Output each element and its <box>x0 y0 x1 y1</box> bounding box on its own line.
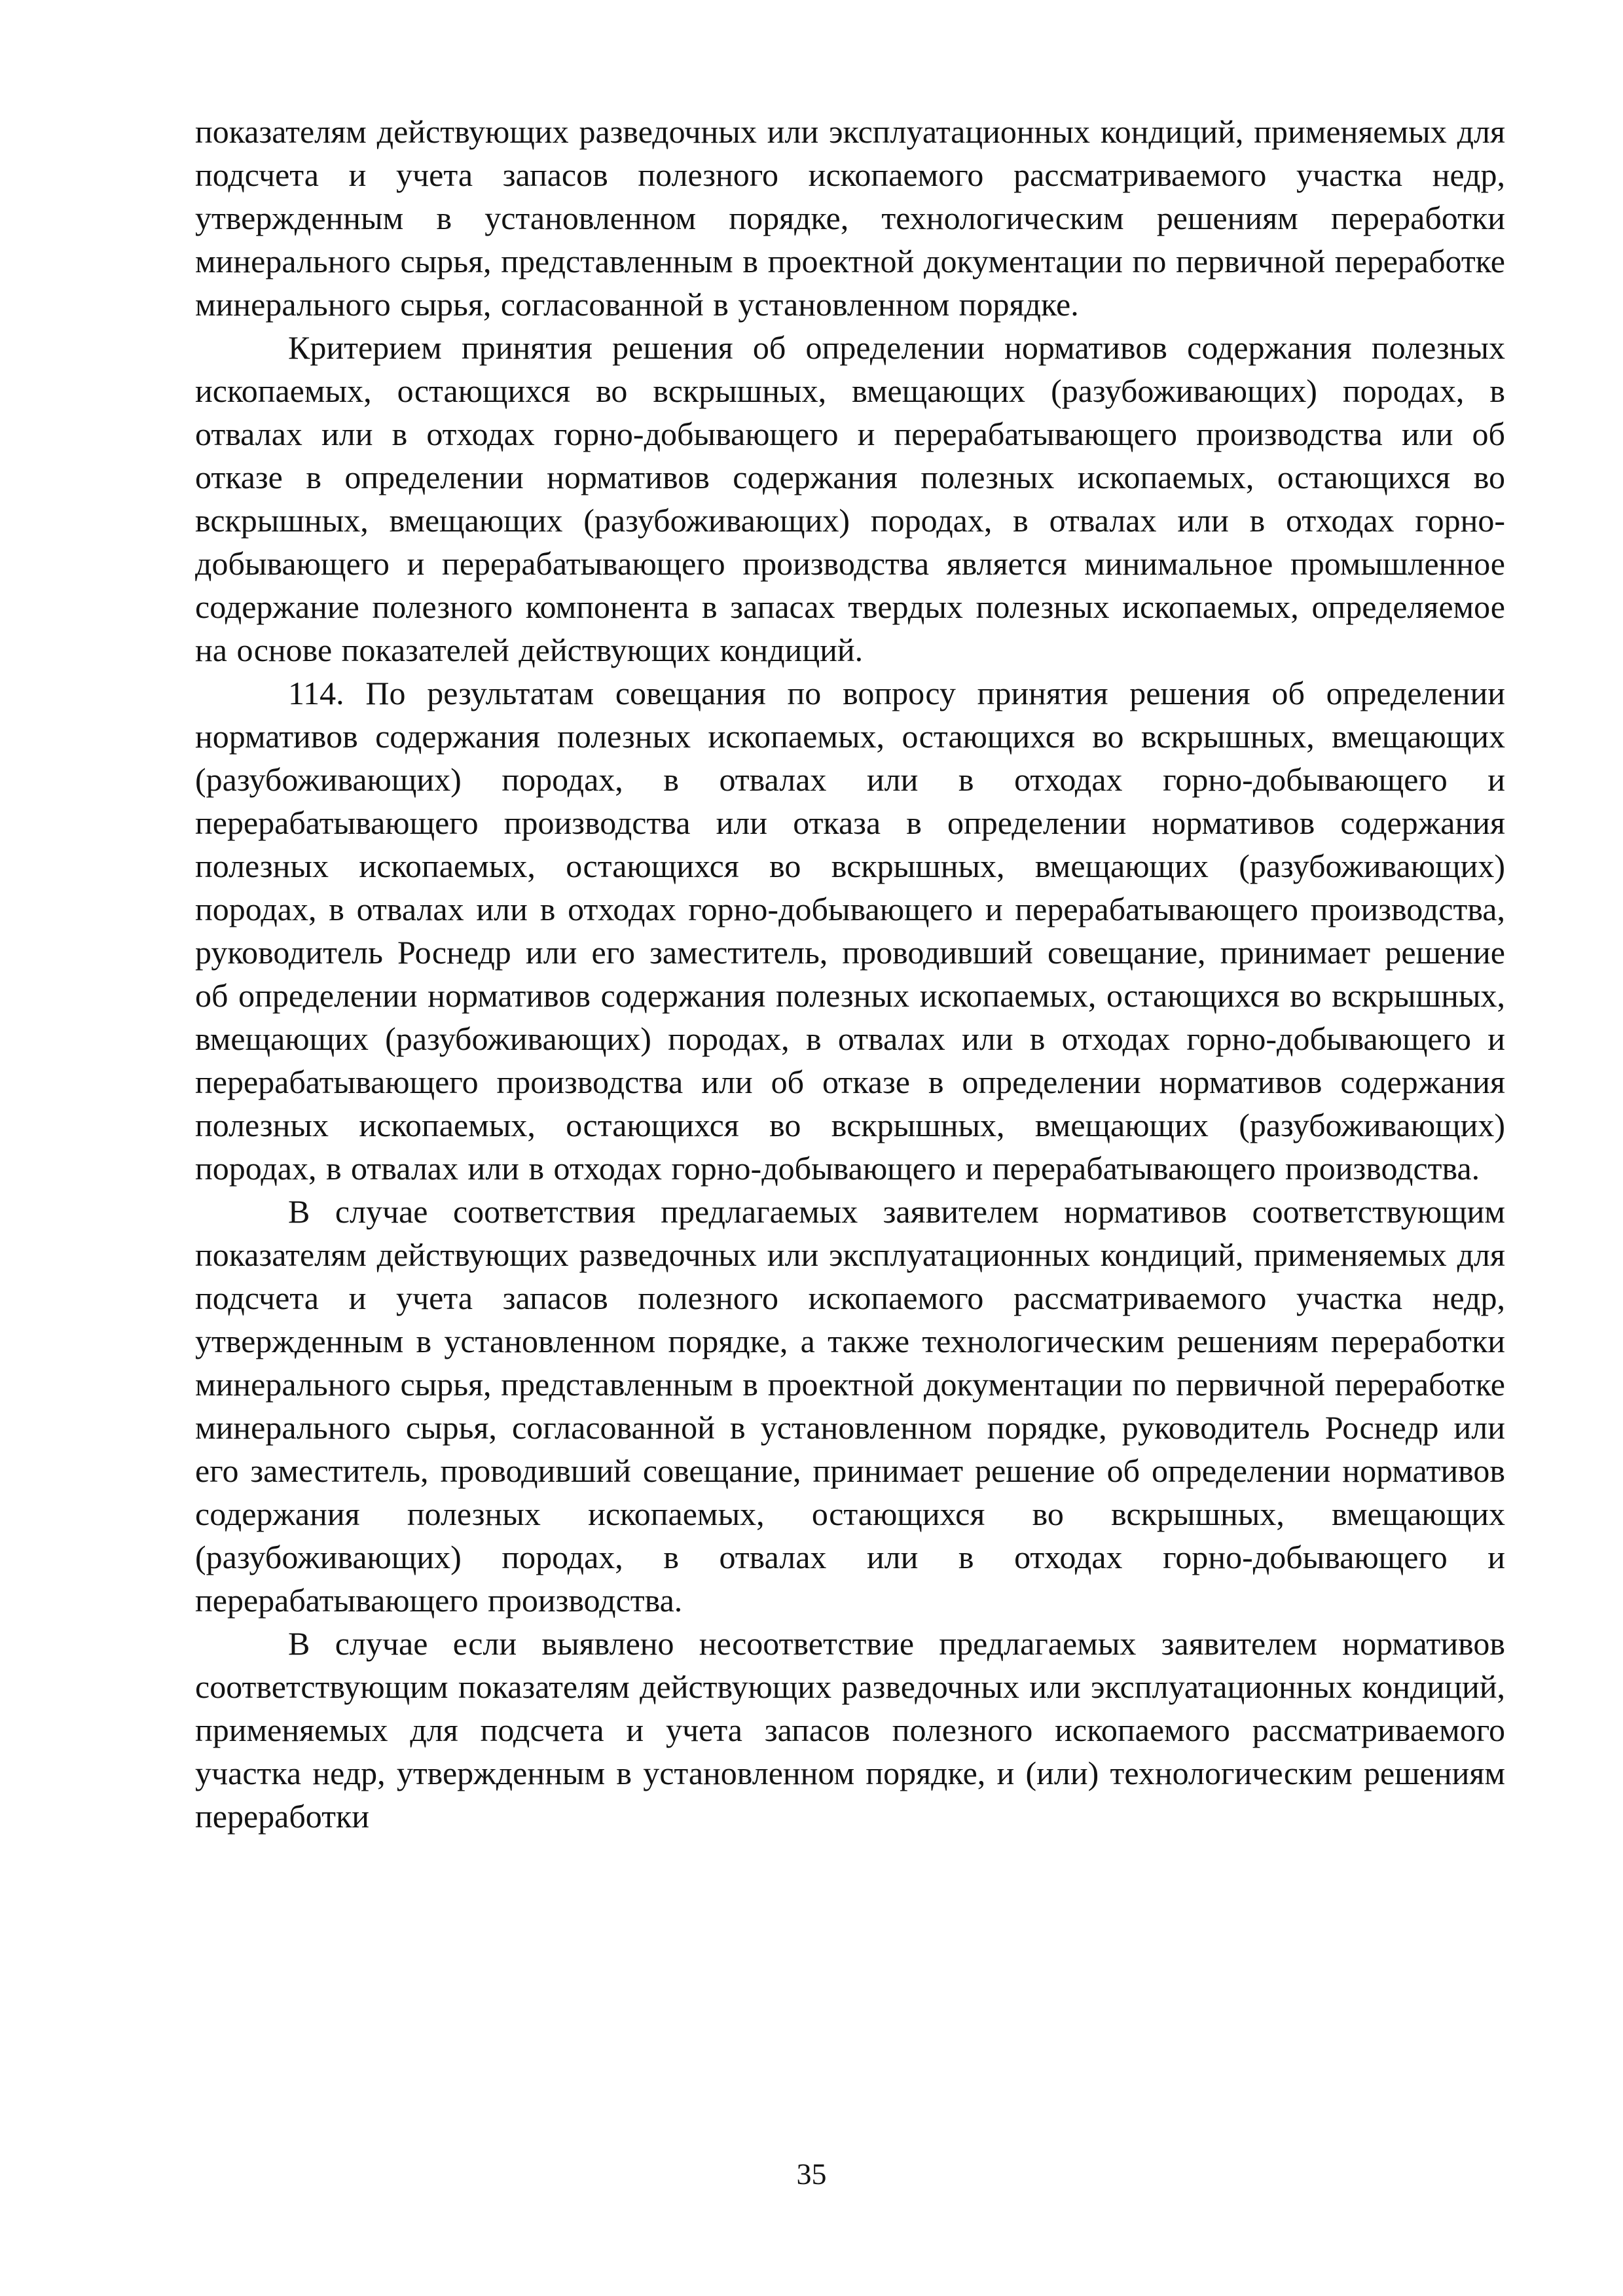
paragraph-item-114: 114. По результатам совещания по вопросу принятия решения об определении нормативов содержания полезных ископаемых, остающихся во вскрышных, вмещающих (разубоживающих) породах, в отвалах или в отходах горно-добывающего и перерабатывающего производства или отказа в определении нормативов содержания полезных ископаемых, остающихся во вскрышных, вмещающих (разубоживающих) породах, в отвалах или в отходах горно-добывающего и перерабатывающего производства, руководитель Роснедр или его заместитель, проводивший совещание, принимает решение об определении нормативов содержания полезных ископаемых, остающихся во вскрышных, вмещающих (разубоживающих) породах, в отвалах или в отходах горно-добывающего и перерабатывающего производства или об отказе в определении нормативов содержания полезных ископаемых, остающихся во вскрышных, вмещающих (разубоживающих) породах, в отвалах или в отходах горно-добывающего и перерабатывающего производства. <box>195 675 1505 1187</box>
paragraph-case-nonconformity: В случае если выявлено несоответствие предлагаемых заявителем нормативов соответствующим показателям действующих разведочных или эксплуатационных кондиций, применяемых для подсчета и учета запасов полезного ископаемого рассматриваемого участка недр, утвержденным в установленном порядке, и (или) технологическим решениям переработки <box>195 1625 1505 1835</box>
document-body <box>195 110 1505 1838</box>
paragraph-case-conformity: В случае соответствия предлагаемых заявителем нормативов соответствующим показателям действующих разведочных или эксплуатационных кондиций, применяемых для подсчета и учета запасов полезного ископаемого рассматриваемого участка недр, утвержденным в установленном порядке, а также технологическим решениям переработки минерального сырья, представленным в проектной документации по первичной переработке минерального сырья, согласованной в установленном порядке, руководитель Роснедр или его заместитель, проводивший совещание, принимает решение об определении нормативов содержания полезных ископаемых, остающихся во вскрышных, вмещающих (разубоживающих) породах, в отвалах или в отходах горно-добывающего и перерабатывающего производства. <box>195 1193 1505 1619</box>
paragraph-decision-criteria: Критерием принятия решения об определении нормативов содержания полезных ископаемых, остающихся во вскрышных, вмещающих (разубоживающих) породах, в отвалах или в отходах горно-добывающего и перерабатывающего производства или об отказе в определении нормативов содержания полезных ископаемых, остающихся во вскрышных, вмещающих (разубоживающих) породах, в отвалах или в отходах горно-добывающего и перерабатывающего производства является минимальное промышленное содержание полезного компонента в запасах твердых полезных ископаемых, определяемое на основе показателей действующих кондиций. <box>195 329 1505 668</box>
page-number: 35 <box>796 2157 827 2191</box>
paragraph-continuation: показателям действующих разведочных или эксплуатационных кондиций, применяемых для подсчета и учета запасов полезного ископаемого рассматриваемого участка недр, утвержденным в установленном порядке, технологическим решениям переработки минерального сырья, представленным в проектной документации по первичной переработке минерального сырья, согласованной в установленном порядке. <box>195 113 1505 323</box>
